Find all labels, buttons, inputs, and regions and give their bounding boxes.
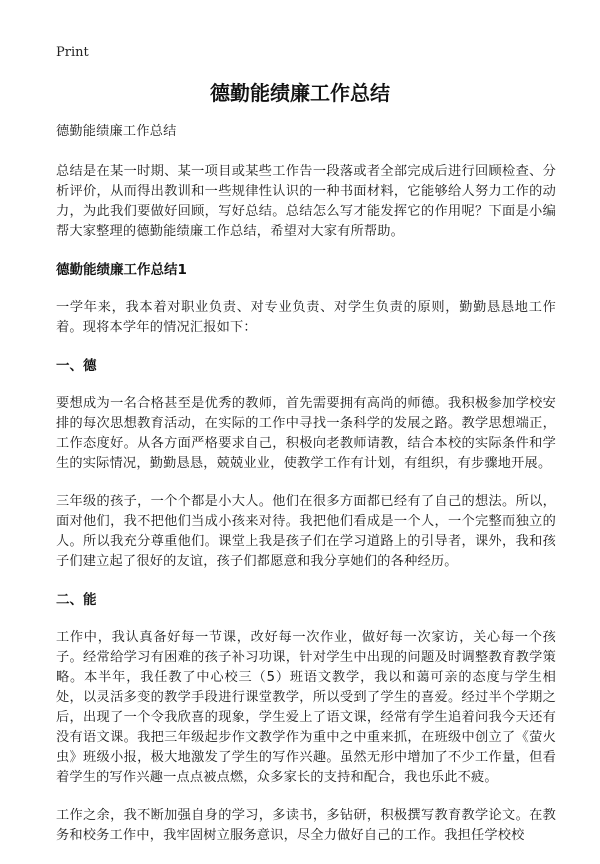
print-link[interactable]: Print — [56, 45, 89, 60]
intro-paragraph: 总结是在某一时期、某一项目或某些工作告一段落或者全部完成后进行回顾检查、分析评价，从而得出教训和一些规律性认识的一种书面材料，它能够给人努力工作的动力，为此我们要做好回顾，写好总结。总结怎么写才能发挥它的作用呢？下面是小编帮大家整理的德勤能绩廉工作总结，希望对大家有所帮助。 — [56, 164, 556, 239]
de-paragraph-2: 三年级的孩子，一个个都是小大人。他们在很多方面都已经有了自己的想法。所以，面对他们，我不把他们当成小孩来对待。我把他们看成是一个人，一个完整而独立的人。所以我充分尊重他们。课堂上我是孩子们在学习道路上的引导者，课外，我和孩子们建立起了很好的友谊，孩子们都愿意和我分享她们的各种经历。 — [56, 494, 556, 569]
section-heading-de: 一、德 — [56, 358, 97, 374]
neng-paragraph-1: 工作中，我认真备好每一节课，改好每一次作业，做好每一次家访，关心每一个孩子。经常给学习有困难的孩子补习功课，针对学生中出现的问题及时调整教育教学策略。本半年，我任教了中心校三（5）班语文教学，我以和蔼可亲的态度与学生相处，以灵活多变的教学手段进行课堂教学，所以受到了学生的喜爱。经过半个学期之后，出现了一个令我欣喜的现象，学生爱上了语文课，经常有学生追着问我今天还有没有语文课。我把三年级起步作文教学作为重中之中重来抓，在班级中创立了《萤火虫》班级小报，极大地激发了学生的写作兴趣。虽然无形中增加了不少工作量，但看着学生的写作兴趣一点点被点燃，众多家长的支持和配合，我也乐此不疲。 — [56, 630, 556, 785]
section-1-intro-paragraph: 一学年来，我本着对职业负责、对专业负责、对学生负责的原则，勤勤恳恳地工作着。现将本学年的情况汇报如下： — [56, 300, 556, 335]
section-heading-summary-1: 德勤能绩廉工作总结1 — [56, 262, 187, 278]
section-heading-neng: 二、能 — [56, 592, 97, 608]
document-title: 德勤能绩廉工作总结 — [210, 81, 390, 105]
document-body — [56, 122, 556, 864]
neng-paragraph-2: 工作之余，我不断加强自身的学习，多读书，多钻研，积极撰写教育教学论文。在教务和校务工作中，我牢固树立服务意识，尽全力做好自己的工作。我担任学校校 — [56, 808, 556, 843]
de-paragraph-1: 要想成为一名合格甚至是优秀的教师，首先需要拥有高尚的师德。我积极参加学校安排的每次思想教育活动，在实际的工作中寻找一条科学的发展之路。教学思想端正，工作态度好。从各方面严格要求自己，积极向老教师请教，结合本校的实际条件和学生的实际情况，勤勤恳恳，兢兢业业，使教学工作有计划，有组织，有步骤地开展。 — [56, 396, 556, 471]
document-subtitle: 德勤能绩廉工作总结 — [56, 124, 177, 139]
